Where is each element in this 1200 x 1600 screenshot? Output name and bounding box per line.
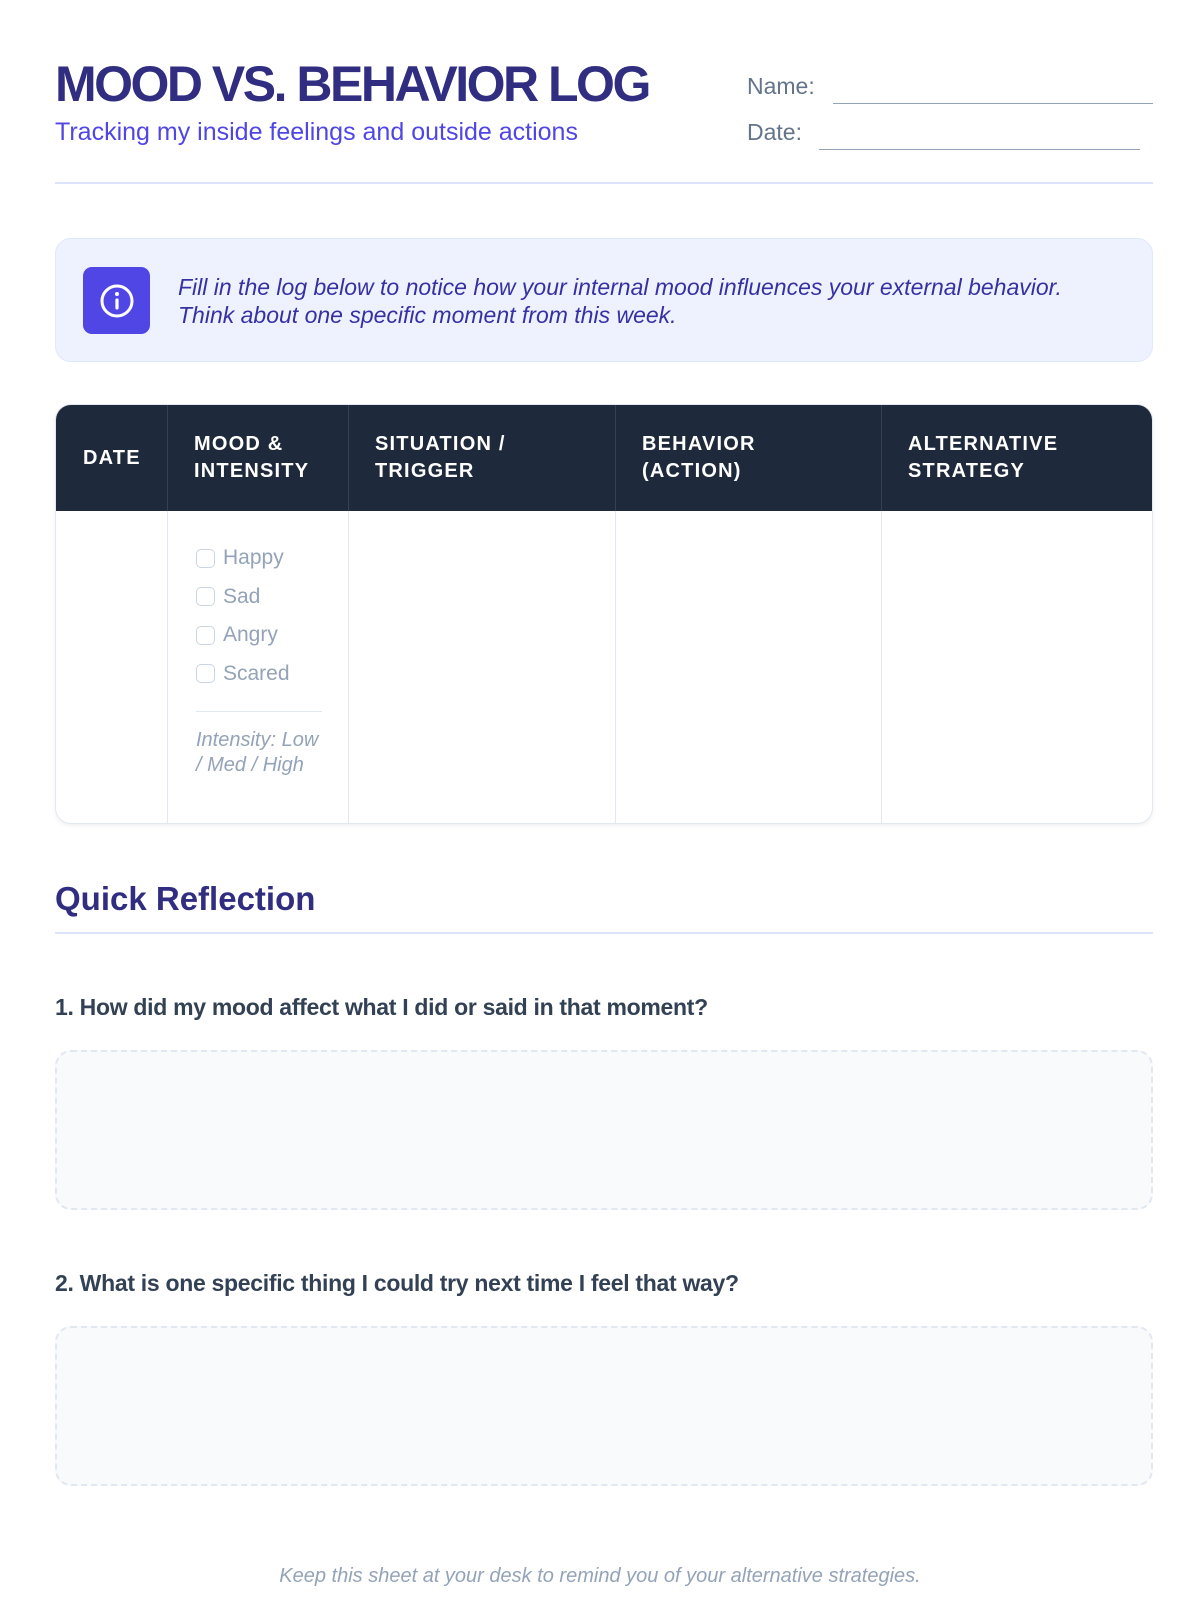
column-divider (615, 405, 616, 511)
date-field[interactable] (747, 119, 1153, 165)
instructions-box (55, 238, 1153, 362)
checkbox[interactable] (196, 664, 215, 683)
student-fields (747, 73, 1153, 165)
behavior-cell[interactable] (615, 511, 881, 824)
column-divider (881, 405, 882, 511)
reflection-answer-1[interactable] (55, 1050, 1153, 1210)
mood-label: Scared (223, 661, 290, 685)
reflection-question-2: 2. What is one specific thing I could try next time I feel that way? (55, 1270, 739, 1296)
mood-behavior-log-table (55, 404, 1153, 824)
date-label: Date: (747, 119, 802, 145)
reflection-question-1: 1. How did my mood affect what I did or said in that moment? (55, 994, 708, 1020)
intensity-note: Intensity: Low / Med / High (196, 729, 319, 776)
date-line[interactable] (819, 149, 1140, 150)
checkbox[interactable] (196, 626, 215, 645)
column-header-date: DATE (83, 446, 141, 469)
table-row (56, 511, 1152, 824)
page-title: MOOD VS. BEHAVIOR LOG (55, 56, 649, 112)
mood-option-sad[interactable] (196, 578, 326, 617)
column-divider (348, 405, 349, 511)
mood-label: Happy (223, 546, 284, 570)
alternative-cell[interactable] (881, 511, 1153, 824)
reflection-title: Quick Reflection (55, 880, 316, 917)
date-cell[interactable] (56, 511, 167, 824)
situation-cell[interactable] (348, 511, 615, 824)
instructions-text: Fill in the log below to notice how your internal mood influences your external behavior. Think about one specific moment from this week. (178, 274, 1062, 328)
reflection-answer-2[interactable] (55, 1326, 1153, 1486)
page-header (55, 56, 1153, 184)
column-divider (167, 405, 168, 511)
checkbox[interactable] (196, 549, 215, 568)
checkbox[interactable] (196, 587, 215, 606)
name-field[interactable] (747, 73, 1153, 119)
mood-label: Sad (223, 584, 261, 608)
footer-note: Keep this sheet at your desk to remind you of your alternative strategies. (279, 1565, 921, 1587)
mood-options (196, 539, 326, 693)
name-label: Name: (747, 73, 815, 99)
mood-option-scared[interactable] (196, 655, 326, 694)
column-header-behavior: BEHAVIOR (ACTION) (642, 433, 756, 482)
column-header-situation: SITUATION / TRIGGER (375, 433, 506, 482)
divider (196, 711, 322, 712)
name-line[interactable] (833, 103, 1153, 104)
mood-option-angry[interactable] (196, 616, 326, 655)
divider (55, 932, 1153, 934)
mood-option-happy[interactable] (196, 539, 326, 578)
page-subtitle: Tracking my inside feelings and outside actions (55, 118, 578, 146)
mood-label: Angry (223, 623, 278, 647)
info-icon (83, 267, 150, 334)
column-header-alternative: ALTERNATIVE STRATEGY (908, 433, 1059, 482)
table-header-row (56, 405, 1152, 511)
column-header-mood: MOOD & INTENSITY (194, 433, 310, 482)
